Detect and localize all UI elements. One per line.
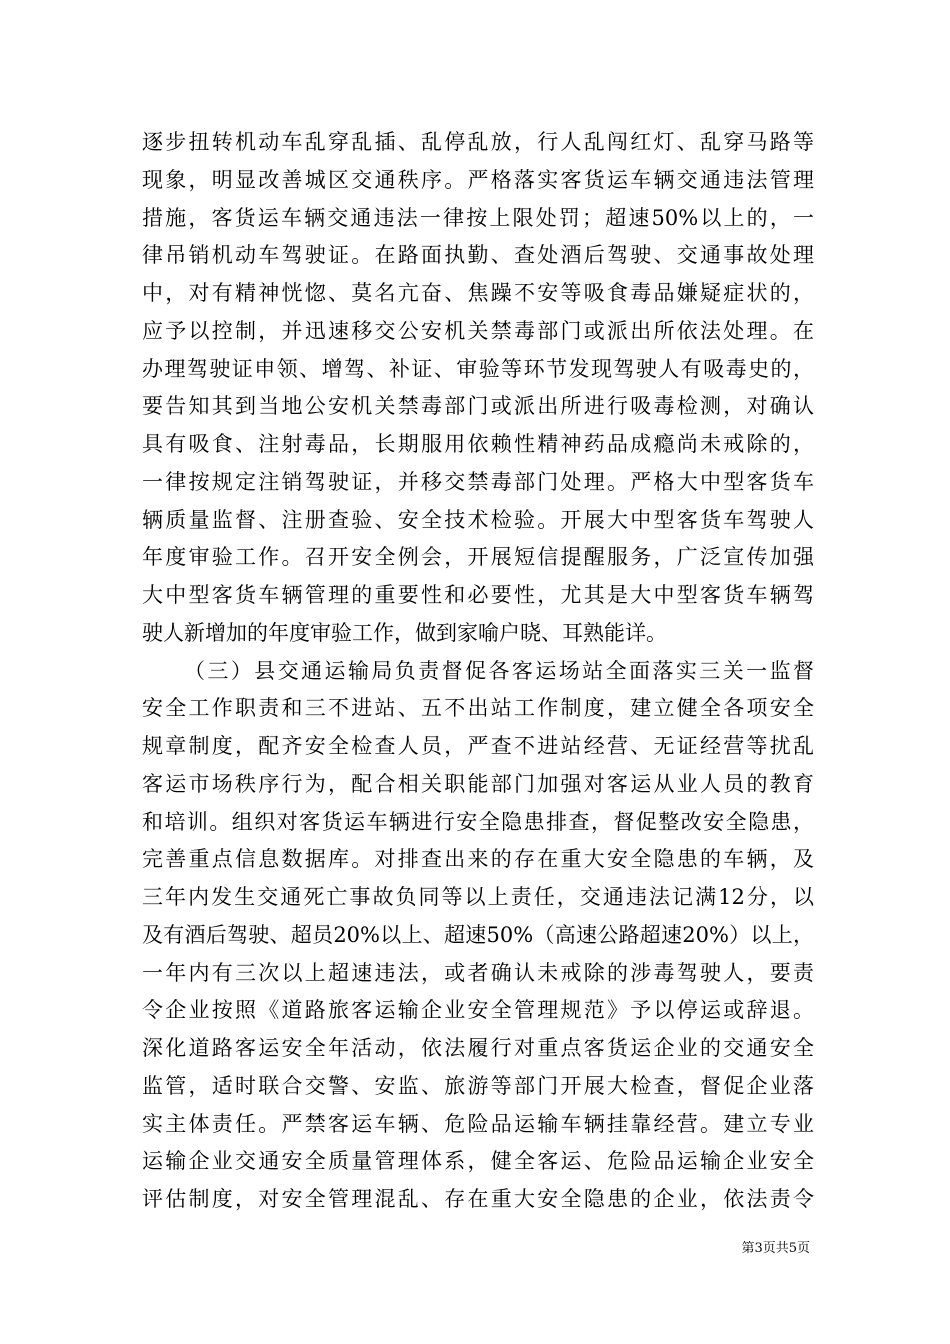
body-text	[142, 124, 814, 1219]
text-line: 规章制度，配齐安全检查人员，严查不进站经营、无证经营等扰乱	[142, 734, 814, 758]
text-line: 运输企业交通安全质量管理体系，健全客运、危险品运输企业安全	[142, 1149, 814, 1174]
text-line: 辆质量监督、注册查验、安全技术检验。开展大中型客货车驾驶人	[142, 507, 814, 532]
text-line: 具有吸食、注射毒品，长期服用依赖性精神药品成瘾尚未戒除的，	[142, 432, 814, 456]
text-line: 一年内有三次以上超速违法，或者确认未戒除的涉毒驾驶人，要责	[142, 960, 814, 985]
text-line: 安全工作职责和三不进站、五不出站工作制度，建立健全各项安全	[142, 696, 814, 721]
text-line: 措施，客货运车辆交通违法一律按上限处罚；超速50%以上的，一	[142, 205, 814, 230]
text-line: 评估制度，对安全管理混乱、存在重大安全隐患的企业，依法责令	[142, 1187, 814, 1211]
page-number: 第3页共5页	[741, 1241, 810, 1256]
text-line: 一律按规定注销驾驶证，并移交禁毒部门处理。严格大中型客货车	[142, 469, 814, 494]
text-line: 三年内发生交通死亡事故负同等以上责任，交通违法记满12分，以	[142, 885, 814, 909]
section-heading-line: （三）县交通运输局负责督促各客运场站全面落实三关一监督	[184, 658, 814, 683]
text-line: 现象，明显改善城区交通秩序。严格落实客货运车辆交通违法管理	[142, 167, 814, 192]
text-line: 和培训。组织对客货运车辆进行安全隐患排查，督促整改安全隐患，	[142, 809, 814, 834]
text-line: 要告知其到当地公安机关禁毒部门或派出所进行吸毒检测，对确认	[142, 394, 814, 419]
text-line: 年度审验工作。召开安全例会，开展短信提醒服务，广泛宣传加强	[142, 545, 814, 570]
text-line: 律吊销机动车驾驶证。在路面执勤、查处酒后驾驶、交通事故处理	[142, 243, 814, 268]
text-line: 深化道路客运安全年活动，依法履行对重点客货运企业的交通安全	[142, 1036, 814, 1060]
text-line: 监管，适时联合交警、安监、旅游等部门开展大检查，督促企业落	[142, 1073, 814, 1098]
text-line: 驶人新增加的年度审验工作，做到家喻户晓、耳熟能详。	[142, 620, 667, 645]
text-line: 逐步扭转机动车乱穿乱插、乱停乱放，行人乱闯红灯、乱穿马路等	[142, 130, 814, 154]
text-line: 客运市场秩序行为，配合相关职能部门加强对客运从业人员的教育	[142, 771, 814, 796]
text-line: 应予以控制，并迅速移交公安机关禁毒部门或派出所依法处理。在	[142, 318, 814, 343]
text-line: 中，对有精神恍惚、莫名亢奋、焦躁不安等吸食毒品嫌疑症状的，	[142, 281, 814, 305]
text-line: 办理驾驶证申领、增驾、补证、审验等环节发现驾驶人有吸毒史的，	[142, 356, 814, 381]
text-line: 实主体责任。严禁客运车辆、危险品运输车辆挂靠经营。建立专业	[142, 1111, 814, 1136]
text-line: 大中型客货车辆管理的重要性和必要性，尤其是大中型客货车辆驾	[142, 583, 814, 607]
text-line: 及有酒后驾驶、超员20%以上、超速50%（高速公路超速20%）以上，	[142, 922, 814, 947]
text-line: 完善重点信息数据库。对排查出来的存在重大安全隐患的车辆，及	[142, 847, 814, 872]
text-line: 令企业按照《道路旅客运输企业安全管理规范》予以停运或辞退。	[142, 998, 814, 1023]
